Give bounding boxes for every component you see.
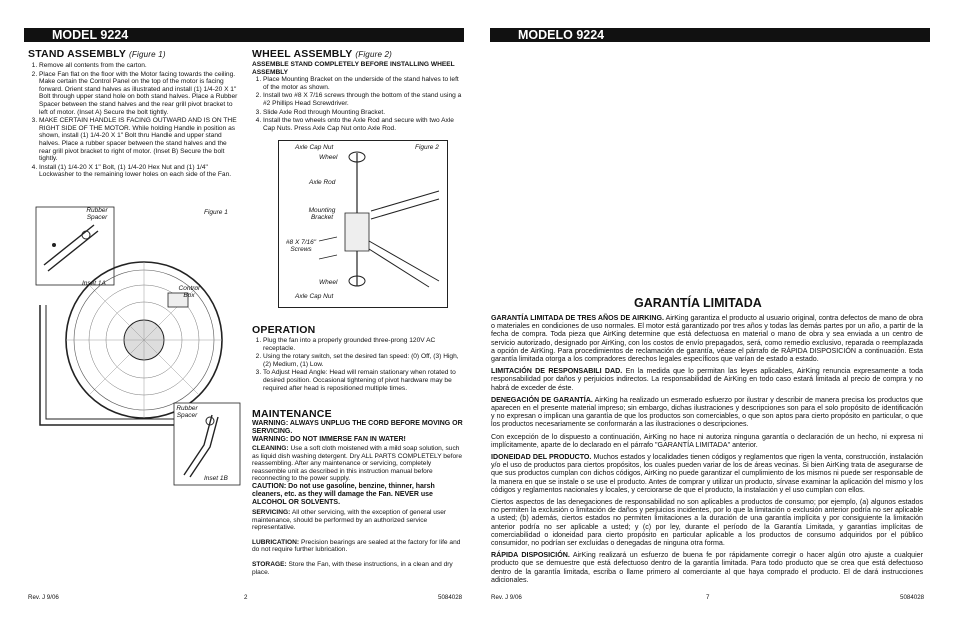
warranty-body [491, 314, 923, 588]
wheel-top-label: Wheel [319, 154, 338, 161]
wheel-step: 1. Place Mounting Bracket on the underside of the stand halves to left of the motor as shown. [263, 76, 464, 91]
footer-page-left: 2 [244, 594, 248, 601]
stand-step: 2. Place Fan flat on the floor with the Motor facing towards the ceiling. Make certain the Control Panel on the top of the motor is facing forward. Orient stand halves as illustrated and install (1) 1/4-20 X 1" Bolt through upper stand hole on both stand halves. Place a Rubber Spacer between the stand halves and the rear grill pivot bracket to left of motor. (Inset A) Secure the bolt tightly. [39, 71, 238, 117]
mounting-bracket-label: Mounting Bracket [308, 207, 336, 221]
caution-text: CAUTION: Do not use gasoline, benzine, thinner, harsh cleaners, etc. as they will damage the Fan. NEVER use ALCOHOL OR SOLVENTS. [252, 482, 435, 506]
warranty-paragraph: Ciertos aspectos de las denegaciones de responsabilidad no son aplicables a productos de consumo; por ejemplo, (a) algunos estados no permiten la exclusión o limitación de daños y perjuicios incidentes, por lo que la limitación o exclusión anterior podría no ser aplicable a usted; (b) además, ciertos estados no permiten limitaciones a la duración de una garantía implícita y por consiguiente la limitación anterior podría no ser aplicable a usted; y (c) por ley, durante el período de la Garantía Limitada, y garantías implícitas de comerciabilidad o idoneidad para cierto propósito en particular aplicable a los productos de consumo adquiridos por el público consumidor, no podrían ser excluidas o denegadas de ninguna otra forma. [491, 498, 923, 548]
wheel-steps [252, 76, 464, 132]
footer-page-right: 7 [706, 594, 710, 601]
stand-step: 3. MAKE CERTAIN HANDLE IS FACING OUTWARD AND IS ON THE RIGHT SIDE OF THE MOTOR. While holding Handle in position as shown, install (1) 1/4-20 X 1" Bolt thru Handle and upper stand halves. Place a rubber spacer between the stand halves and the rear grill pivot bracket to right of motor. (Inset B) Secure the bolt tightly. [39, 117, 238, 163]
wheel-illustration [279, 141, 447, 307]
wheel-step: 2. Install two #8 X 7/16 screws through the bottom of the stand using a #2 Phillips Head Screwdriver. [263, 92, 464, 107]
footer-rev-left: Rev. J 9/06 [28, 594, 59, 601]
figure-2 [278, 140, 448, 308]
modelo-title-bar [490, 28, 930, 42]
rubber-spacer-label-top: Rubber Spacer [86, 207, 108, 221]
operation-section [252, 324, 464, 393]
stand-step: 1. Remove all contents from the carton. [39, 62, 238, 70]
operation-step: 3. To Adjust Head Angle: Head will remain stationary when rotated to desired position. Occasional tightening of pivot hardware may be required after head is repositioned multiple times. [263, 369, 464, 392]
wheel-assembly-heading: WHEEL ASSEMBLY (Figure 2) [252, 48, 393, 60]
wheel-assembly-section [252, 48, 464, 133]
figure-1 [34, 205, 242, 487]
warranty-paragraph: GARANTÍA LIMITADA DE TRES AÑOS DE AIRKING. AirKing garantiza el producto al usuario original, contra defectos de mano de obra o materiales en condiciones de uso normales. El motor está garantizado por tres años y todas las demás partes por un año, a partir de la fecha de compra. Toda pieza que AirKing determine que está defectuosa en material o mano de obra y sea enviada a un centro de servicio autorizado, designado por AirKing, con los costos de envío prepagados, será, como remedio exclusivo, reparada o reemplazada a opción de AirKing. Para procedimientos de reclamación de garantía, véase el párrafo de RÁPIDA DISPOSICIÓN a continuación. Esta garantía limitada otorga a los compradores derechos legales específicos que varían de estado a estado. [491, 314, 923, 364]
model-title-bar [24, 28, 464, 42]
operation-step: 1. Plug the fan into a properly grounded three-prong 120V AC receptacle. [263, 337, 464, 352]
storage-text: STORAGE: Store the Fan, with these instructions, in a clean and dry place. [252, 560, 453, 576]
inset-1b-label: Inset 1B [204, 475, 228, 482]
maintenance-heading: MAINTENANCE [252, 408, 332, 420]
inset-1a-label: Inset 1A [82, 280, 106, 287]
footer-rev-right: Rev. J 9/06 [491, 594, 522, 601]
axle-cap-nut-top-label: Axle Cap Nut [295, 144, 334, 151]
figure-1-label: Figure 1 [204, 209, 228, 216]
warranty-paragraph: RÁPIDA DISPOSICIÓN. AirKing realizará un esfuerzo de buena fe por rápidamente corregir o hacer algún otro ajuste a cualquier producto que se demuestre que está defectuoso dentro de la garantía limitada. Para todo producto que se crea que está defectuoso dentro de la garantía limitada, escriba o llame primero al comerciante al que haya comprado el producto. El de dará instrucciones adicionales. [491, 551, 923, 584]
operation-heading: OPERATION [252, 324, 316, 336]
screws-label: #8 X 7/16" Screws [285, 239, 317, 253]
footer-code-left: 5084028 [438, 594, 463, 601]
stand-assembly-heading: STAND ASSEMBLY (Figure 1) [28, 48, 166, 60]
warranty-paragraph: IDONEIDAD DEL PRODUCTO. Muchos estados y localidades tienen códigos y reglamentos que rigen la venta, construcción, instalación y/o el uso de productos para ciertos propósitos, los cuales pueden variar de los de áreas vecinas. Si bien AirKing trata de asegurarse de que sus productos cumplan con dichos códigos, AirKing no puede garantizar el cumplimiento de los mismos ni puede ser responsable de la manera en que se instale o se use el producto. Antes de comprar y utilizar un producto, sírvase examinar la aplicación del mismo y los códigos y reglamentos nacionales y locales, y cerciorarse de que el producto, la instalación y el uso cumplan con ellos. [491, 453, 923, 494]
operation-step: 2. Using the rotary switch, set the desired fan speed: (0) Off, (3) High, (2) Medium, (1) Low. [263, 353, 464, 368]
maintenance-section [252, 408, 464, 576]
axle-rod-label: Axle Rod [309, 179, 336, 186]
rubber-spacer-label-bottom: Rubber Spacer [176, 405, 198, 419]
warranty-paragraph: LIMITACIÓN DE RESPONSABILI DAD. En la medida que lo permitan las leyes aplicables, AirKing renuncia expresamente a toda responsabilidad por daños y perjuicios indirectos. La responsabilidad de AirKing en todo caso estará limitada al precio de compra y no habrá de exceder de éste. [491, 367, 923, 392]
modelo-title: MODELO 9224 [518, 28, 605, 42]
warranty-title: GARANTÍA LIMITADA [634, 296, 762, 310]
model-title: MODEL 9224 [52, 28, 129, 42]
warning-unplug: WARNING: ALWAYS UNPLUG THE CORD BEFORE MOVING OR SERVICING. [252, 420, 463, 435]
wheel-subheading: ASSEMBLE STAND COMPLETELY BEFORE INSTALLING WHEEL ASSEMBLY [252, 61, 455, 76]
warranty-paragraph: Con excepción de lo dispuesto a continuación, AirKing no hace ni autoriza ninguna garantía o declaración de un hecho, ni expresa ni implícitamente, aparte de lo declarado en el párrafo "GARANTÍA LIMITADA" anterior. [491, 432, 923, 449]
wheel-bottom-label: Wheel [319, 279, 338, 286]
cleaning-text: CLEANING: Use a soft cloth moistened with a mild soap solution, such as liquid dish washing detergent. Dry ALL PARTS COMPLETELY before reassembling. After any maintenance or servicing, completely reassemble unit as described in this instruction manual before reconnecting to the power supply. [252, 445, 463, 483]
stand-step: 4. Install (1) 1/4-20 X 1" Bolt, (1) 1/4-20 Hex Nut and (1) 1/4" Lockwasher to the remaining lower holes on each side of the Fan. [39, 164, 238, 179]
stand-steps [28, 62, 238, 179]
stand-assembly-section [28, 48, 238, 180]
fan-illustration [34, 205, 242, 487]
footer-code-right: 5084028 [900, 594, 925, 601]
control-box-label: Control Box [178, 285, 200, 299]
axle-cap-nut-bottom-label: Axle Cap Nut [295, 293, 334, 300]
warning-immerse: WARNING: DO NOT IMMERSE FAN IN WATER! [252, 436, 406, 443]
figure-2-label: Figure 2 [415, 144, 439, 151]
lubrication-text: LUBRICATION: Precision bearings are sealed at the factory for life and do not require further lubrication. [252, 538, 461, 554]
warranty-paragraph: DENEGACIÓN DE GARANTÍA. AirKing ha realizado un esmerado esfuerzo por ilustrar y describir de manera precisa los productos que aparecen en el presente material impreso; sin embargo, dichas ilustraciones y descripciones son para el solo propósito de identificación y no expresan o implican una garantía de que los productos son comerciables, o que son aptos para cierto propósito en particular, o que los productos necesariamente se conformarán a las ilustraciones o descripciones. [491, 395, 923, 429]
wheel-step: 3. Slide Axle Rod through Mounting Bracket. [263, 109, 464, 117]
operation-steps [252, 337, 464, 392]
servicing-text: SERVICING: All other servicing, with the exception of general user maintenance, should be performed by an authorized service representative. [252, 508, 447, 532]
wheel-step: 4. Install the two wheels onto the Axle Rod and secure with two Axle Cap Nuts. Press Axle Cap Nut onto Axle Rod. [263, 117, 464, 132]
